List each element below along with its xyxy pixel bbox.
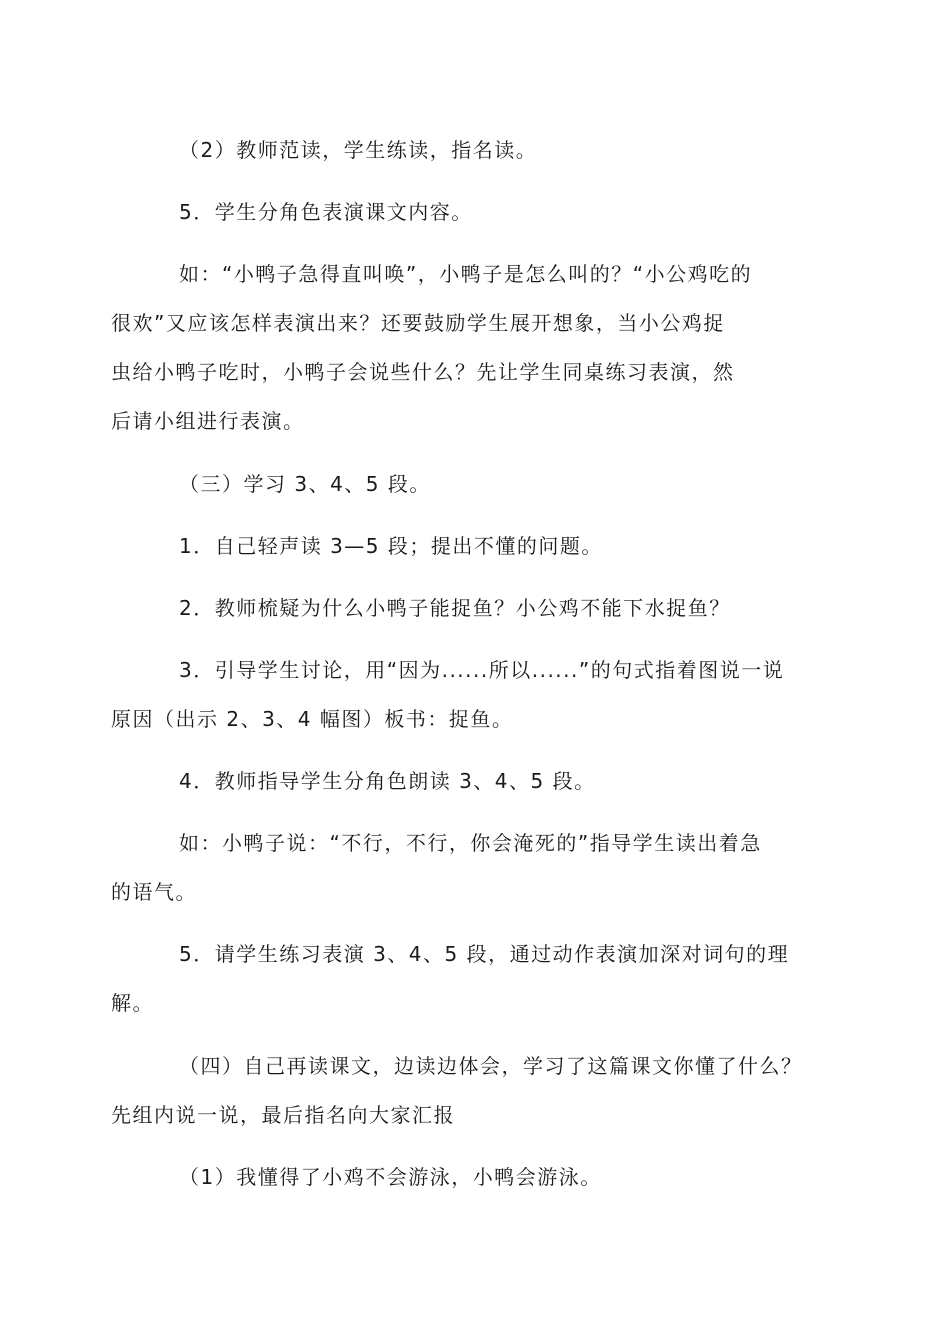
paragraph-line: （三）学习 3、4、5 段。 — [179, 472, 431, 496]
paragraph-11 — [111, 1042, 810, 1140]
paragraph-line: 如：小鸭子说：“不行，不行，你会淹死的”指导学生读出着急 — [179, 831, 762, 855]
paragraph-7 — [111, 646, 810, 744]
paragraph-line: （1）我懂得了小鸡不会游泳，小鸭会游泳。 — [179, 1165, 602, 1189]
paragraph-line: 4．教师指导学生分角色朗读 3、4、5 段。 — [179, 769, 596, 793]
paragraph-line: 后请小组进行表演。 — [111, 409, 305, 433]
paragraph-line: 解。 — [111, 991, 154, 1015]
paragraph-line: 1．自己轻声读 3—5 段；提出不懂的问题。 — [179, 534, 603, 558]
paragraph-1 — [145, 126, 810, 175]
paragraph-5 — [145, 522, 810, 571]
paragraph-line: 3．引导学生讨论，用“因为......所以......”的句式指着图说一说 — [179, 658, 785, 682]
paragraph-4 — [145, 460, 810, 509]
paragraph-line: 如：“小鸭子急得直叫唤”，小鸭子是怎么叫的？“小公鸡吃的 — [179, 262, 753, 286]
paragraph-10 — [111, 930, 810, 1028]
paragraph-6 — [145, 584, 810, 633]
paragraph-line: （2）教师范读，学生练读，指名读。 — [179, 138, 538, 162]
paragraph-line: 虫给小鸭子吃时，小鸭子会说些什么？先让学生同桌练习表演，然 — [111, 360, 735, 384]
paragraph-8 — [145, 757, 810, 806]
paragraph-line: 的语气。 — [111, 880, 197, 904]
paragraph-line: 先组内说一说，最后指名向大家汇报 — [111, 1103, 455, 1127]
paragraph-line: 原因（出示 2、3、4 幅图）板书：捉鱼。 — [111, 707, 514, 731]
paragraph-line: 2．教师梳疑为什么小鸭子能捉鱼？小公鸡不能下水捉鱼？ — [179, 596, 731, 620]
paragraph-2 — [145, 188, 810, 237]
paragraph-line: 很欢”又应该怎样表演出来？还要鼓励学生展开想象，当小公鸡捉 — [111, 311, 725, 335]
paragraph-12 — [145, 1153, 810, 1202]
paragraph-3 — [111, 250, 810, 446]
paragraph-line: （四）自己再读课文，边读边体会，学习了这篇课文你懂了什么？ — [179, 1054, 803, 1078]
paragraph-line: 5．学生分角色表演课文内容。 — [179, 200, 473, 224]
paragraph-line: 5．请学生练习表演 3、4、5 段，通过动作表演加深对词句的理 — [179, 942, 790, 966]
paragraph-9 — [111, 819, 810, 917]
